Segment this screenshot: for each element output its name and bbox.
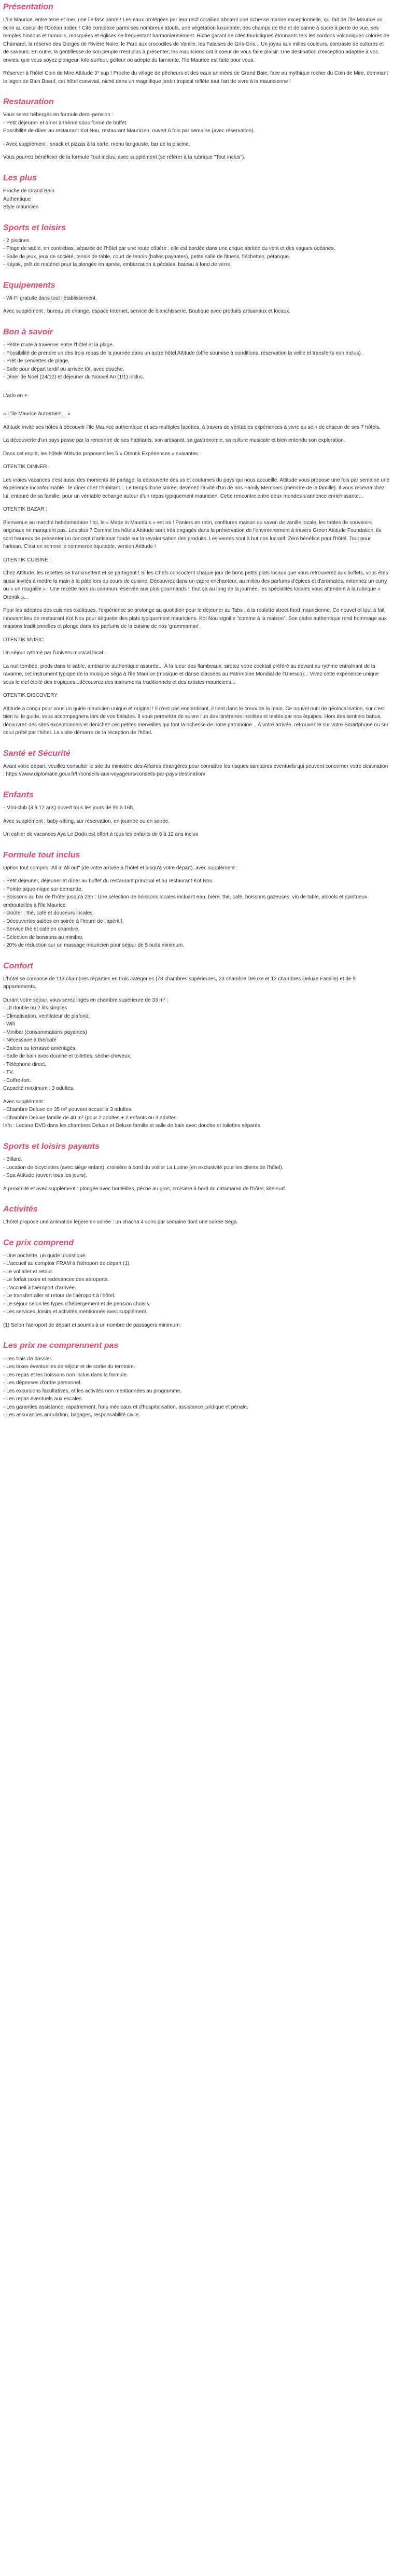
section-presentation <box>3 2 390 86</box>
section-sports-payants <box>3 1142 390 1193</box>
section-prix-comprend <box>3 1238 390 1330</box>
list-item: Authentique <box>3 196 31 202</box>
list-item: - Les repas éventuels aux escales. <box>3 1396 83 1402</box>
section-title: Sports et loisirs payants <box>3 1142 100 1151</box>
section-title: Les prix ne comprennent pas <box>3 1341 119 1350</box>
paragraph: Les vraies vacances c'est aussi des moments de partage, la découverte des us et coutumes du pays qui nous accueille. Attitude vous propose une fois par semaine une expérience inconfournable : le dîner chez l'habitant... Le temps d'une soirée, devenez l'invité d'un de nos Family Members (membre de la famille). Il vous recevra chez lui, entouré de sa famille, pour un véritable échange autour d'un repas typiquement mauricien. Cette rencontre entre deux mondes s'annonce enrichissante... <box>3 477 390 499</box>
line-list <box>3 996 390 1093</box>
section-title: Sports et loisirs <box>3 223 66 232</box>
list-item: - Nécessaire à thé/café <box>3 1037 57 1044</box>
list-item: - Les repas et les boissons non inclus dans la formule. <box>3 1372 128 1378</box>
list-item: - Plage de sable, en contrebas, séparée de l'hôtel par une route côtière ; elle est bordée dans une crique abritée du vent et des vagues océanes. <box>3 246 335 252</box>
paragraph: À proximité et avec supplément : plongée avec bouteilles, pêche au gros, croisière à bord du catamaran de l'hôtel, kite-surf. <box>3 1186 287 1192</box>
paragraph: OTENTIK MUSIC <box>3 637 44 643</box>
paragraph: Avant votre départ, veuillez consulter le site du ministère des Affaires étrangères pour connaître les risques sanitaires éventuels qui peuvent concerner votre destination : https://www.diplomatie.gouv.fr/fr/conseils-aux-voyageurs/conseils-par-pays-destination/ <box>3 763 388 778</box>
list-item: - Salle pour départ tardif ou arrivée tôt, avec douche. <box>3 366 124 372</box>
list-item: - 20% de réduction sur un massage mauricien pour séjour de 5 nuits minimum. <box>3 942 185 949</box>
list-item: - Prêt de serviettes de plage. <box>3 358 69 364</box>
paragraph: Chez Attitude, les recettes se transmettent et se partagent ! Si les Chefs concoctent chaque jour de bons petits plats locaux que vous retrouverez aux buffets, vous êtes aussi invités à mettre la main à la pâte lors du cours de cuisine. Découvrez dans un cadre enchanteur, au milieu des parfums d'épices et d'aromates, mitonnez un curry ou « un rougaille » ! Une recette hors du commun réservée aux plus gourmands ! Tout ça au long de la journée, les spécialités locales vous attendent à la rubrique « Otentik »... <box>3 570 388 600</box>
section-restauration <box>3 97 390 162</box>
section-title: Ce prix comprend <box>3 1238 74 1247</box>
line-list <box>3 187 390 212</box>
list-item: - Téléphone direct, <box>3 1061 47 1067</box>
line-list <box>3 1252 390 1316</box>
section-title: Restauration <box>3 97 54 107</box>
paragraph: - Wi-Fi gratuite dans tout l'établissement. <box>3 295 97 301</box>
list-item: - Le transfert aller et retour de l'aéroport à l'hôtel. <box>3 1293 116 1299</box>
paragraph: - Mini-club (3 à 12 ans) ouvert tous les jours de 9h à 16h. <box>3 805 134 811</box>
list-item: - Chambre Deluxe de 35 m² pouvant accueillir 3 adultes. <box>3 1107 133 1113</box>
page-content <box>0 2 393 1435</box>
line-list <box>3 877 390 950</box>
paragraph: Attitude invite ses hôtes à découvrir l'île Maurice authentique et ses multiples facettes, à travers de véritables expériences à vivre au sein de chacun de ses 7 hôtels. <box>3 424 381 430</box>
list-item: - Petit déjeuner et dîner à thème sous forme de buffet. <box>3 120 128 126</box>
list-item: - L'accueil à l'aéroport d'arrivée. <box>3 1285 76 1291</box>
list-item: Info : Lecteur DVD dans les chambres Deluxe et Deluxe famille et salle de bain avec douche et toilettes séparés. <box>3 1123 262 1129</box>
list-item: Capacité maximum : 3 adultes. <box>3 1086 75 1092</box>
list-item: - Petit déjeuner, déjeuner et dîner au buffet du restaurant principal et au restaurant Kot Nou. <box>3 878 214 884</box>
paragraph: Un séjour rythmé par l'univers musical local... <box>3 650 107 656</box>
section-title: Formule tout inclus <box>3 850 80 860</box>
section-tout-inclus <box>3 850 390 950</box>
list-item: - Une pochette, un guide touristique. <box>3 1252 87 1259</box>
spacer <box>3 387 390 392</box>
line-list <box>3 1355 390 1419</box>
list-item: - L'accueil au comptoir FRAM à l'aéroport de départ (1). <box>3 1261 131 1267</box>
paragraph: L'ado en +: <box>3 392 29 399</box>
list-item: - Salle de bain avec douche et toilettes, sèche-cheveux, <box>3 1053 132 1060</box>
paragraph: L'île Maurice, entre terre et mer, une île fascinante ! Les eaux protégées par leur récif corallien abritent une richesse marine exceptionnelle, qui fait de l'île Maurice un écrin au coeur de l'Océan Indien ! Cité complexe parmi ses nombreux atouts, une végétation luxuriante, des champs de thé et de canne à sucre à perte de vue, ses temples hindous et tamouls, mosquées et églises se fréquentant harmonieusement. Riche garant de cités touristiques étonnants tels les cordons volcaniques colorés de Chamarel, la réserve des Gorges de Rivière Noire, le Parc aux crocodiles de Vanille, les Falaises de Gris-Gris... Un joyau aux milles couleurs, contraste de cultures et de saveurs. En outre, la gentillesse de son peuple n'est plus à présenter, les mauriciens ont à coeur de vous faire plaisir. Une destination d'exception adaptée à vos envies: que vous soyez plongeur, kite-surfeur, golfeur ou adepte du farniente, l'île Maurice est faite pour vous. <box>3 17 389 63</box>
list-item: - Les assurances annulation, bagages, responsabilité civile. <box>3 1412 141 1418</box>
list-item: - Pointe pique-nique sur demande. <box>3 886 83 892</box>
list-item: - Les dépenses d'ordre personnel. <box>3 1380 82 1386</box>
list-item: - Lit double ou 2 lits simples <box>3 1005 67 1011</box>
list-item: Avec supplément : <box>3 1099 46 1105</box>
paragraph: Avec supplément : bureau de change, espace Internet, service de blanchisserie. Boutique avec produits artisanaux et locaux. <box>3 308 291 315</box>
list-item: - Possibilité de prendre un des trois repas de la journée dans un autre hôtel Attitude (offre soumise à conditions, réservation la veille et transferts non inclus). <box>3 350 362 356</box>
paragraph: La découverte d'un pays passe par la rencontre de ses habitants, son artisanat, sa gastronomie, sa culture musicale et bien entendu son exploration. <box>3 438 345 444</box>
paragraph: OTENTIK DISCOVERY <box>3 693 58 699</box>
list-item: - Boissons au bar de l'hôtel jusqu'à 23h : Une sélection de boissons locales incluant eau, bière, thé, café, boissons gazeuses, vin de table, alcools et spiritueux embouteillés à l'île Maurice. <box>3 894 368 908</box>
list-item: - Les excursions facultatives, et les activités non mentionnées au programme. <box>3 1388 182 1394</box>
line-list <box>3 237 390 269</box>
paragraph: La nuit tombée, pieds dans le sable, ambiance authentique assurée... À la lueur des flambeaux, sirotez votre cocktail préféré au devant au rythme entraînant de la ravanne, cet instrument typique de la musique séga à l'île Maurice (musique et danse classées au Patrimoine Mondial de l'Unesco)... Vivez cette expérience unique sous le ciel étoilé des tropiques...découvrez des instruments traditionnels et des artistes mauriciens... <box>3 663 379 685</box>
section-title: Equipements <box>3 280 55 290</box>
section-les-plus <box>3 173 390 212</box>
section-prix-ne-comprend <box>3 1341 390 1419</box>
section-title: Bon à savoir <box>3 327 53 336</box>
list-item: - Balcon ou terrasse aménagés, <box>3 1045 77 1051</box>
list-item: - 2 piscines. <box>3 237 31 244</box>
paragraph: Attitude a conçu pour vous un guide mauricien unique et original ! Il n'est pas encombrant, il tient dans le creux de la main. Ce nouvel outil de géolocalisation, sur c'est bien lui le guide, vous accompagnera lors de vos balades. Il vous permettra de suivre l'un des itinéraires insolites et testés par nos équipes. Hors des sentiers battus, découvrez des sites exceptionnels et dénichez ces petites merveilles qui font la richesse de notre patrimoine... À votre arrivée, retrouvez le sur votre Smartphone ou sur celui prêté par l'hôtel. La visite démarre de la réception de l'hôtel. <box>3 706 389 736</box>
list-item: - Les services, loisirs et activités mentionnés avec supplément. <box>3 1309 148 1315</box>
spacer <box>3 405 390 410</box>
list-item: - Les frais de dossier. <box>3 1356 53 1362</box>
section-equipements <box>3 280 390 316</box>
section-sports-loisirs <box>3 223 390 269</box>
list-item: Possibilité de dîner au restaurant Kot Nou, restaurant Mauricien, ouvert 6 fois par semaine (avec réservation). <box>3 128 255 134</box>
paragraph: Réserver à l'hôtel Coin de Mire Attitude 3* sup ! Proche du village de pêcheurs et des eaux animées de Grand Baie, face au mythique rocher du Coin de Mire, dominant le lagon de Bain Boeuf, cet hôtel convivial, niché dans un magnifique jardin tropical reflète tout l'art de vivre à la mauricienne ! <box>3 71 388 85</box>
list-item: - Billard. <box>3 1157 22 1163</box>
list-item: - Location de bicyclettes (avec siège enfant), croisière à bord du voilier La Lutine (en exclusivité pour les clients de l'hôtel). <box>3 1164 284 1171</box>
section-title: Présentation <box>3 3 53 11</box>
list-item: Vous serez hébergés en formule demi-pension : <box>3 112 114 118</box>
line-list <box>3 111 390 135</box>
paragraph: Pour les adeptes des cuisines exotiques, l'expérience se prolonge au quotidien pour le déjeuner au Tabs : à la roulotte street food mauricienne. Ce nouvel et tout à fait innovant lieu de restaurant Kot Nou pour déguster des plats typiquement mauriciens. Kot Nou signifie "comme à la maison". Son cadre authentique rend hommage aux maisons traditionnelles et plonge dans les parfums de la cuisine de nos 'grammaman'. <box>3 608 387 630</box>
paragraph: OTENTIK BAZAR : <box>3 506 48 513</box>
section-title: Les plus <box>3 173 37 182</box>
list-item: - Les garanties assistance, rapatriement, frais médicaux et d'hospitalisation, assistance juridique et pénale. <box>3 1404 248 1410</box>
paragraph: - Avec supplément : snack et pizzas à la carte, menu langouste, bar de la piscine. <box>3 141 190 147</box>
list-item: - Dîner de Noël (24/12) et déjeuner du Nouvel An (1/1) inclus. <box>3 374 144 381</box>
section-enfants <box>3 790 390 839</box>
list-item: - Wifi <box>3 1021 15 1027</box>
line-list <box>3 1156 390 1180</box>
paragraph: Bienvenue au marché hebdomadaire ! Ici, le « Made in Mauritius » est roi ! Paniers en rotin, confitures maison ou savon de vanille locale, les tables de souvenirs originaux ne manquent pas. Les plus ? Comme les hôtels Attitude sont très engagés dans la préservation de l'environnement à travers Green Attitude Foundation, ils sont heureux de présenter un concept d'artisanat fondé sur la revalorisation des produits. Les ventes sont à but non lucratif. Zéro bénéfice pour l'hôtel. Tout pour l'artisan. C'est en somme le commerce équitable, version Attitude ! <box>3 519 382 550</box>
list-item: - Climatisation, ventilateur de plafond, <box>3 1013 90 1019</box>
list-item: - Le séjour selon les types d'hébergement et de pension choisis. <box>3 1301 151 1307</box>
section-title: Confort <box>3 961 33 970</box>
list-item: - Spa Attitude (ouvert tous les jours). <box>3 1173 87 1179</box>
list-item: - Minibar (consommations payantes) <box>3 1029 87 1035</box>
paragraph: Avec supplément : baby-sitting, sur réservation, en journée ou en soirée. <box>3 818 170 824</box>
list-item: Durant votre séjour, vous serez logés en chambre supérieure de 33 m² : <box>3 997 169 1003</box>
list-item: - Goûter : thé, café et douceurs locales. <box>3 910 94 917</box>
section-title: Activités <box>3 1205 38 1214</box>
list-item: - Kayak, prêt de matériel pour la plongée en apnée, embarcation à pédales, bateau à fond de verre. <box>3 262 232 268</box>
paragraph: Vous pourrez bénéficier de la formule Tout inclus, avec supplément (se référer à la rubrique "Tout inclus"). <box>3 154 246 161</box>
section-title: Santé et Sécurité <box>3 749 71 758</box>
list-item: - Découvertes salées en soirée à l'heure de l'apéritif. <box>3 918 124 924</box>
paragraph: Un cahier de vacances Aya Le Dodo est offert à tous les enfants de 6 à 12 ans inclus <box>3 832 198 837</box>
list-item: - Chambre Deluxe famille de 40 m² (pour 2 adultes + 2 enfants ou 3 adultes. <box>3 1115 178 1121</box>
line-list <box>3 1098 390 1130</box>
list-item: - Le vol aller et retour. <box>3 1269 53 1275</box>
line-list <box>3 341 390 382</box>
section-bon-a-savoir <box>3 327 390 737</box>
section-confort <box>3 961 390 1130</box>
section-sante-securite <box>3 749 390 779</box>
list-item: - Petite route à traverser entre l'hôtel et la plage. <box>3 342 114 348</box>
list-item: - Service thé et café en chambre. <box>3 926 80 933</box>
paragraph: L'hôtel se compose de 113 chambres réparties en trois catégories (78 chambres supérieures, 23 chambre Deluxe et 12 chambres Deluxe Famille) et de 9 appartements. <box>3 976 356 990</box>
paragraph: OTENTIK CUISINE : <box>3 557 51 563</box>
list-item: - Sélection de boissons au minibar. <box>3 934 84 940</box>
paragraph: Option tout compris "All in All out" (de votre arrivée à l'hôtel et jusqu'à votre départ), avec supplément : <box>3 865 238 871</box>
list-item: - Salle de jeux, jeux de société, tennis de table, court de tennis (balles payantes), petite salle de fitness, fléchettes, pétanque. <box>3 254 290 260</box>
section-activites <box>3 1204 390 1227</box>
paragraph: Dans cet esprit, les hôtels Attitude proposent les 5 « Otentik Expériences » suivantes : <box>3 451 201 457</box>
paragraph: OTENTIK DINNER : <box>3 464 50 470</box>
paragraph: « L'île Maurice Autrement... » <box>3 411 71 417</box>
list-item: Style mauricien <box>3 204 39 210</box>
section-title: Enfants <box>3 790 34 799</box>
list-item: - Coffre-fort. <box>3 1077 31 1083</box>
list-item: - Les taxes éventuelles de séjour et de sortie du territoire. <box>3 1364 135 1370</box>
list-item: Proche de Grand Bain <box>3 188 54 194</box>
paragraph: (1) Selon l'aéroport de départ et soumis à un nombre de passagers minimum. <box>3 1322 181 1328</box>
list-item: - TV, <box>3 1069 14 1076</box>
paragraph: L'hôtel propose une animation légère en soirée : un chacha 4 soirs par semaine dont une soirée Séga. <box>3 1219 238 1226</box>
list-item: - Le forfait taxes et redevances des aéroports. <box>3 1277 109 1283</box>
